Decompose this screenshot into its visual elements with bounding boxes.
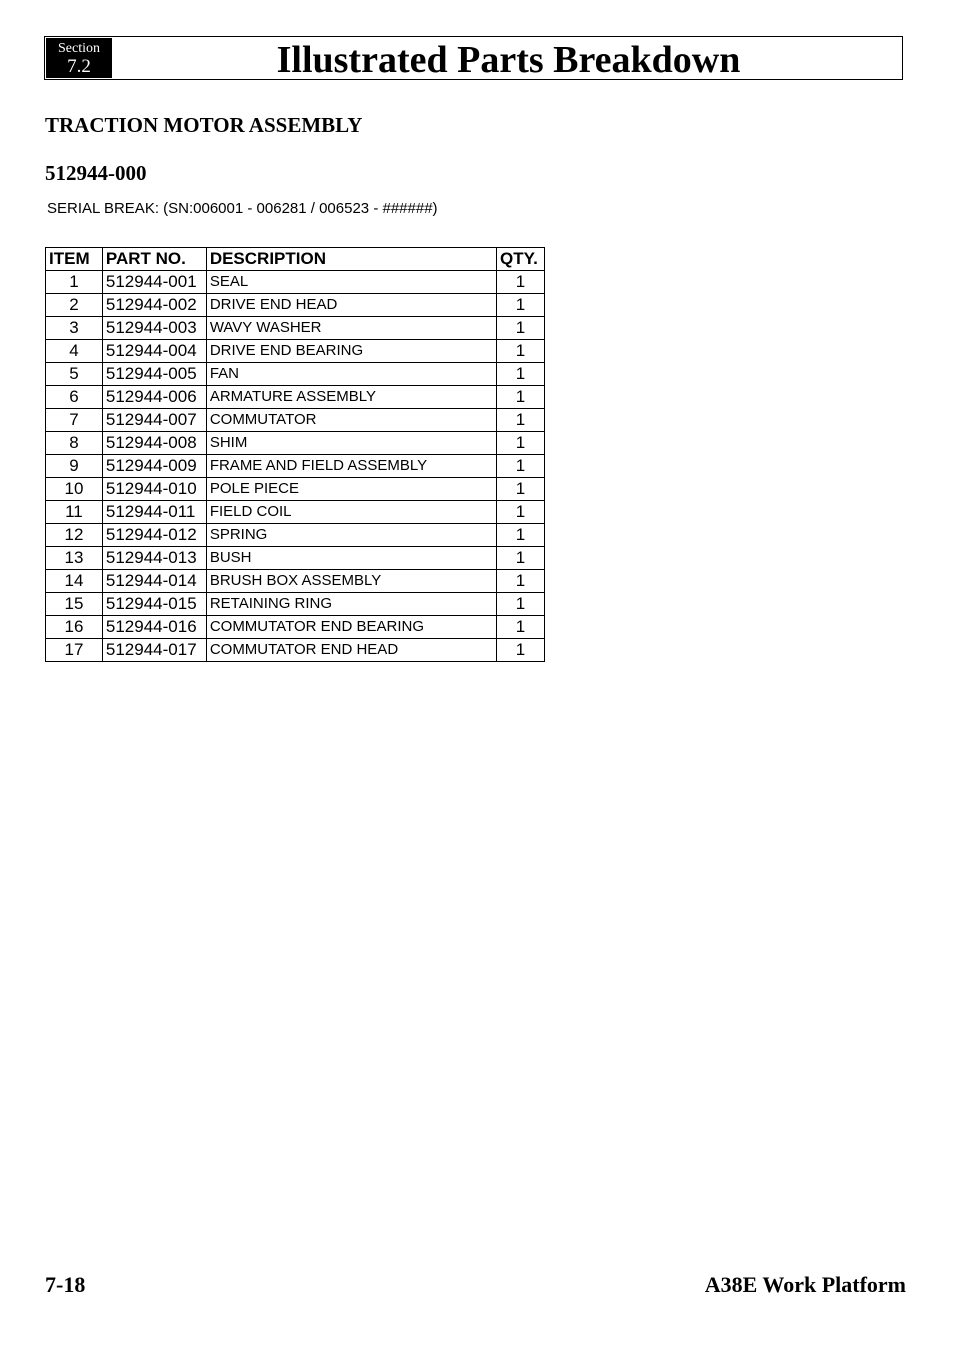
table-row (46, 340, 545, 363)
table-header-row (46, 248, 545, 271)
cell-description: SHIM (206, 432, 496, 455)
cell-qty: 1 (497, 478, 545, 501)
parts-table-body (46, 271, 545, 662)
cell-description: FRAME AND FIELD ASSEMBLY (206, 455, 496, 478)
cell-description: COMMUTATOR (206, 409, 496, 432)
cell-description: FAN (206, 363, 496, 386)
cell-qty: 1 (497, 593, 545, 616)
cell-part-no: 512944-009 (102, 455, 206, 478)
cell-qty: 1 (497, 639, 545, 662)
cell-description: ARMATURE ASSEMBLY (206, 386, 496, 409)
cell-description: COMMUTATOR END BEARING (206, 616, 496, 639)
assembly-part-number: 512944-000 (45, 161, 147, 185)
table-row (46, 409, 545, 432)
section-label: Section (58, 41, 100, 56)
table-row (46, 386, 545, 409)
cell-qty: 1 (497, 363, 545, 386)
table-row (46, 547, 545, 570)
cell-qty: 1 (497, 501, 545, 524)
cell-description: WAVY WASHER (206, 317, 496, 340)
parts-table (45, 247, 545, 662)
section-badge (46, 38, 112, 78)
assembly-title: TRACTION MOTOR ASSEMBLY (45, 113, 363, 137)
page-header (44, 36, 903, 80)
cell-part-no: 512944-013 (102, 547, 206, 570)
cell-item: 13 (46, 547, 103, 570)
cell-item: 17 (46, 639, 103, 662)
cell-part-no: 512944-002 (102, 294, 206, 317)
cell-part-no: 512944-012 (102, 524, 206, 547)
table-row (46, 317, 545, 340)
cell-item: 7 (46, 409, 103, 432)
cell-part-no: 512944-007 (102, 409, 206, 432)
cell-qty: 1 (497, 294, 545, 317)
cell-item: 3 (46, 317, 103, 340)
cell-item: 10 (46, 478, 103, 501)
table-row (46, 524, 545, 547)
table-row (46, 271, 545, 294)
cell-part-no: 512944-010 (102, 478, 206, 501)
cell-part-no: 512944-015 (102, 593, 206, 616)
cell-item: 9 (46, 455, 103, 478)
page-number: 7-18 (45, 1272, 86, 1297)
cell-qty: 1 (497, 386, 545, 409)
cell-item: 8 (46, 432, 103, 455)
cell-description: COMMUTATOR END HEAD (206, 639, 496, 662)
cell-part-no: 512944-008 (102, 432, 206, 455)
column-header-qty: QTY. (497, 248, 545, 271)
cell-description: SEAL (206, 271, 496, 294)
cell-description: FIELD COIL (206, 501, 496, 524)
cell-part-no: 512944-004 (102, 340, 206, 363)
table-row (46, 478, 545, 501)
cell-description: DRIVE END HEAD (206, 294, 496, 317)
cell-item: 12 (46, 524, 103, 547)
cell-description: BUSH (206, 547, 496, 570)
cell-qty: 1 (497, 616, 545, 639)
cell-qty: 1 (497, 271, 545, 294)
cell-part-no: 512944-001 (102, 271, 206, 294)
table-row (46, 432, 545, 455)
cell-item: 6 (46, 386, 103, 409)
cell-item: 1 (46, 271, 103, 294)
cell-part-no: 512944-016 (102, 616, 206, 639)
cell-qty: 1 (497, 570, 545, 593)
serial-break-note: SERIAL BREAK: (SN:006001 - 006281 / 006523 - ######) (47, 200, 438, 217)
table-row (46, 455, 545, 478)
table-row (46, 501, 545, 524)
cell-item: 5 (46, 363, 103, 386)
product-name: A38E Work Platform (704, 1272, 906, 1297)
section-number: 7.2 (67, 56, 91, 77)
cell-part-no: 512944-005 (102, 363, 206, 386)
cell-description: RETAINING RING (206, 593, 496, 616)
column-header-item: ITEM (46, 248, 103, 271)
cell-item: 4 (46, 340, 103, 363)
cell-description: SPRING (206, 524, 496, 547)
table-row (46, 363, 545, 386)
cell-description: DRIVE END BEARING (206, 340, 496, 363)
table-row (46, 294, 545, 317)
cell-item: 11 (46, 501, 103, 524)
cell-part-no: 512944-011 (102, 501, 206, 524)
cell-part-no: 512944-014 (102, 570, 206, 593)
cell-qty: 1 (497, 340, 545, 363)
page-title: Illustrated Parts Breakdown (276, 39, 741, 81)
cell-qty: 1 (497, 547, 545, 570)
cell-qty: 1 (497, 409, 545, 432)
cell-item: 15 (46, 593, 103, 616)
table-row (46, 570, 545, 593)
cell-item: 14 (46, 570, 103, 593)
cell-qty: 1 (497, 432, 545, 455)
cell-description: POLE PIECE (206, 478, 496, 501)
cell-item: 16 (46, 616, 103, 639)
column-header-description: DESCRIPTION (206, 248, 496, 271)
cell-qty: 1 (497, 524, 545, 547)
table-row (46, 616, 545, 639)
cell-part-no: 512944-006 (102, 386, 206, 409)
table-row (46, 593, 545, 616)
cell-qty: 1 (497, 455, 545, 478)
cell-description: BRUSH BOX ASSEMBLY (206, 570, 496, 593)
table-row (46, 639, 545, 662)
column-header-part-no: PART NO. (102, 248, 206, 271)
cell-item: 2 (46, 294, 103, 317)
cell-part-no: 512944-003 (102, 317, 206, 340)
cell-qty: 1 (497, 317, 545, 340)
cell-part-no: 512944-017 (102, 639, 206, 662)
